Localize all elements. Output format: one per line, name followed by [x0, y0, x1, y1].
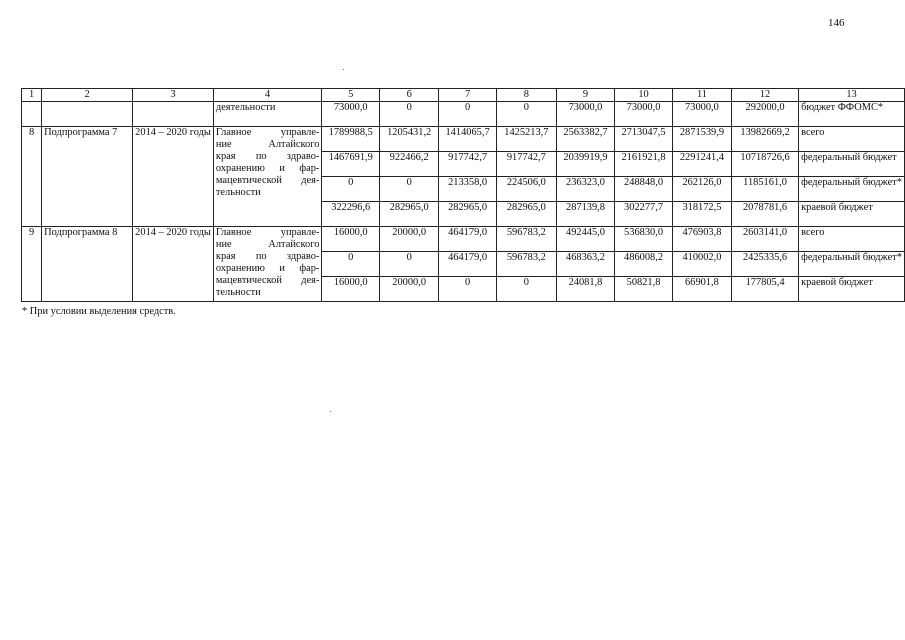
value-cell: 224506,0 — [496, 177, 556, 202]
value-cell: 0 — [322, 252, 380, 277]
value-cell: 0 — [380, 252, 439, 277]
value-cell: 1425213,7 — [496, 127, 556, 152]
table-cell — [133, 102, 214, 127]
subprogram-name: Подпрограмма 8 — [42, 227, 133, 302]
value-cell: 282965,0 — [380, 202, 439, 227]
value-cell: 20000,0 — [380, 227, 439, 252]
source-cell: всего — [799, 227, 905, 252]
source-cell: краевой бюджет — [799, 202, 905, 227]
source-cell: краевой бюджет — [799, 277, 905, 302]
description-line: Главное управле- — [215, 127, 320, 138]
source-cell: всего — [799, 127, 905, 152]
budget-table — [21, 88, 905, 302]
description-line: охранению и фар- — [215, 263, 320, 274]
value-cell: 73000,0 — [322, 102, 380, 127]
value-cell: 73000,0 — [556, 102, 614, 127]
value-cell: 20000,0 — [380, 277, 439, 302]
header-cell: 1 — [22, 89, 42, 102]
value-cell: 917742,7 — [439, 152, 497, 177]
value-cell: 0 — [439, 277, 497, 302]
value-cell: 1414065,7 — [439, 127, 497, 152]
value-cell: 2291241,4 — [672, 152, 731, 177]
header-cell: 2 — [42, 89, 133, 102]
value-cell: 464179,0 — [439, 252, 497, 277]
description-line: мацевтической дея- — [215, 175, 320, 186]
value-cell: 282965,0 — [496, 202, 556, 227]
executor-description — [213, 227, 322, 302]
value-cell: 0 — [496, 102, 556, 127]
value-cell: 16000,0 — [322, 277, 380, 302]
value-cell: 0 — [380, 177, 439, 202]
value-cell: 2425335,6 — [732, 252, 799, 277]
value-cell: 486008,2 — [615, 252, 673, 277]
source-cell: федеральный бюджет — [799, 152, 905, 177]
value-cell: 1789988,5 — [322, 127, 380, 152]
value-cell: 0 — [496, 277, 556, 302]
value-cell: 922466,2 — [380, 152, 439, 177]
value-cell: 492445,0 — [556, 227, 614, 252]
value-cell: 536830,0 — [615, 227, 673, 252]
description-line: ние Алтайского — [215, 239, 320, 250]
value-cell: 0 — [380, 102, 439, 127]
footnote: * При условии выделения средств. — [22, 306, 176, 317]
header-cell: 4 — [213, 89, 322, 102]
row-number: 9 — [22, 227, 42, 302]
value-cell: 282965,0 — [439, 202, 497, 227]
header-cell: 13 — [799, 89, 905, 102]
value-cell: 287139,8 — [556, 202, 614, 227]
source-cell: федеральный бюджет* — [799, 177, 905, 202]
source-cell: федеральный бюджет* — [799, 252, 905, 277]
header-row — [22, 89, 905, 102]
value-cell: 1205431,2 — [380, 127, 439, 152]
description-line: охранению и фар- — [215, 163, 320, 174]
header-cell: 6 — [380, 89, 439, 102]
executor-description — [213, 127, 322, 227]
value-cell: 213358,0 — [439, 177, 497, 202]
value-cell: 1185161,0 — [732, 177, 799, 202]
description-line: Главное управле- — [215, 227, 320, 238]
value-cell: 318172,5 — [672, 202, 731, 227]
row-number: 8 — [22, 127, 42, 227]
value-cell: 236323,0 — [556, 177, 614, 202]
description-line: ние Алтайского — [215, 139, 320, 150]
value-cell: 2039919,9 — [556, 152, 614, 177]
value-cell: 917742,7 — [496, 152, 556, 177]
header-cell: 7 — [439, 89, 497, 102]
value-cell: 16000,0 — [322, 227, 380, 252]
value-cell: 0 — [322, 177, 380, 202]
value-cell: 2603141,0 — [732, 227, 799, 252]
subprogram-name: Подпрограмма 7 — [42, 127, 133, 227]
description-line: тельности — [215, 187, 261, 198]
description-line: края по здраво- — [215, 151, 320, 162]
header-cell: 10 — [615, 89, 673, 102]
value-cell: 13982669,2 — [732, 127, 799, 152]
source-cell: бюджет ФФОМС* — [799, 102, 905, 127]
value-cell: 596783,2 — [496, 227, 556, 252]
value-cell: 464179,0 — [439, 227, 497, 252]
value-cell: 10718726,6 — [732, 152, 799, 177]
value-cell: 302277,7 — [615, 202, 673, 227]
header-cell: 3 — [133, 89, 214, 102]
description-line: тельности — [215, 287, 261, 298]
description-line: мацевтической дея- — [215, 275, 320, 286]
value-cell: 1467691,9 — [322, 152, 380, 177]
value-cell: 2078781,6 — [732, 202, 799, 227]
value-cell: 248848,0 — [615, 177, 673, 202]
scan-speck — [330, 411, 331, 412]
value-cell: 292000,0 — [732, 102, 799, 127]
description-line: края по здраво- — [215, 251, 320, 262]
value-cell: 476903,8 — [672, 227, 731, 252]
value-cell: 2563382,7 — [556, 127, 614, 152]
period: 2014 – 2020 годы — [133, 227, 214, 302]
value-cell: 66901,8 — [672, 277, 731, 302]
value-cell: 73000,0 — [615, 102, 673, 127]
value-cell: 2871539,9 — [672, 127, 731, 152]
scan-speck — [343, 69, 344, 70]
value-cell: 410002,0 — [672, 252, 731, 277]
period: 2014 – 2020 годы — [133, 127, 214, 227]
table-row — [22, 227, 905, 252]
table-row — [22, 127, 905, 152]
value-cell: 24081,8 — [556, 277, 614, 302]
page-number: 146 — [828, 17, 845, 29]
value-cell: 468363,2 — [556, 252, 614, 277]
value-cell: 177805,4 — [732, 277, 799, 302]
table-cell — [42, 102, 133, 127]
header-cell: 11 — [672, 89, 731, 102]
table-cell — [22, 102, 42, 127]
desc-cell: деятельности — [213, 102, 322, 127]
value-cell: 262126,0 — [672, 177, 731, 202]
value-cell: 596783,2 — [496, 252, 556, 277]
table-row — [22, 102, 905, 127]
value-cell: 2161921,8 — [615, 152, 673, 177]
value-cell: 322296,6 — [322, 202, 380, 227]
value-cell: 0 — [439, 102, 497, 127]
header-cell: 5 — [322, 89, 380, 102]
header-cell: 8 — [496, 89, 556, 102]
value-cell: 73000,0 — [672, 102, 731, 127]
header-cell: 9 — [556, 89, 614, 102]
value-cell: 50821,8 — [615, 277, 673, 302]
header-cell: 12 — [732, 89, 799, 102]
value-cell: 2713047,5 — [615, 127, 673, 152]
